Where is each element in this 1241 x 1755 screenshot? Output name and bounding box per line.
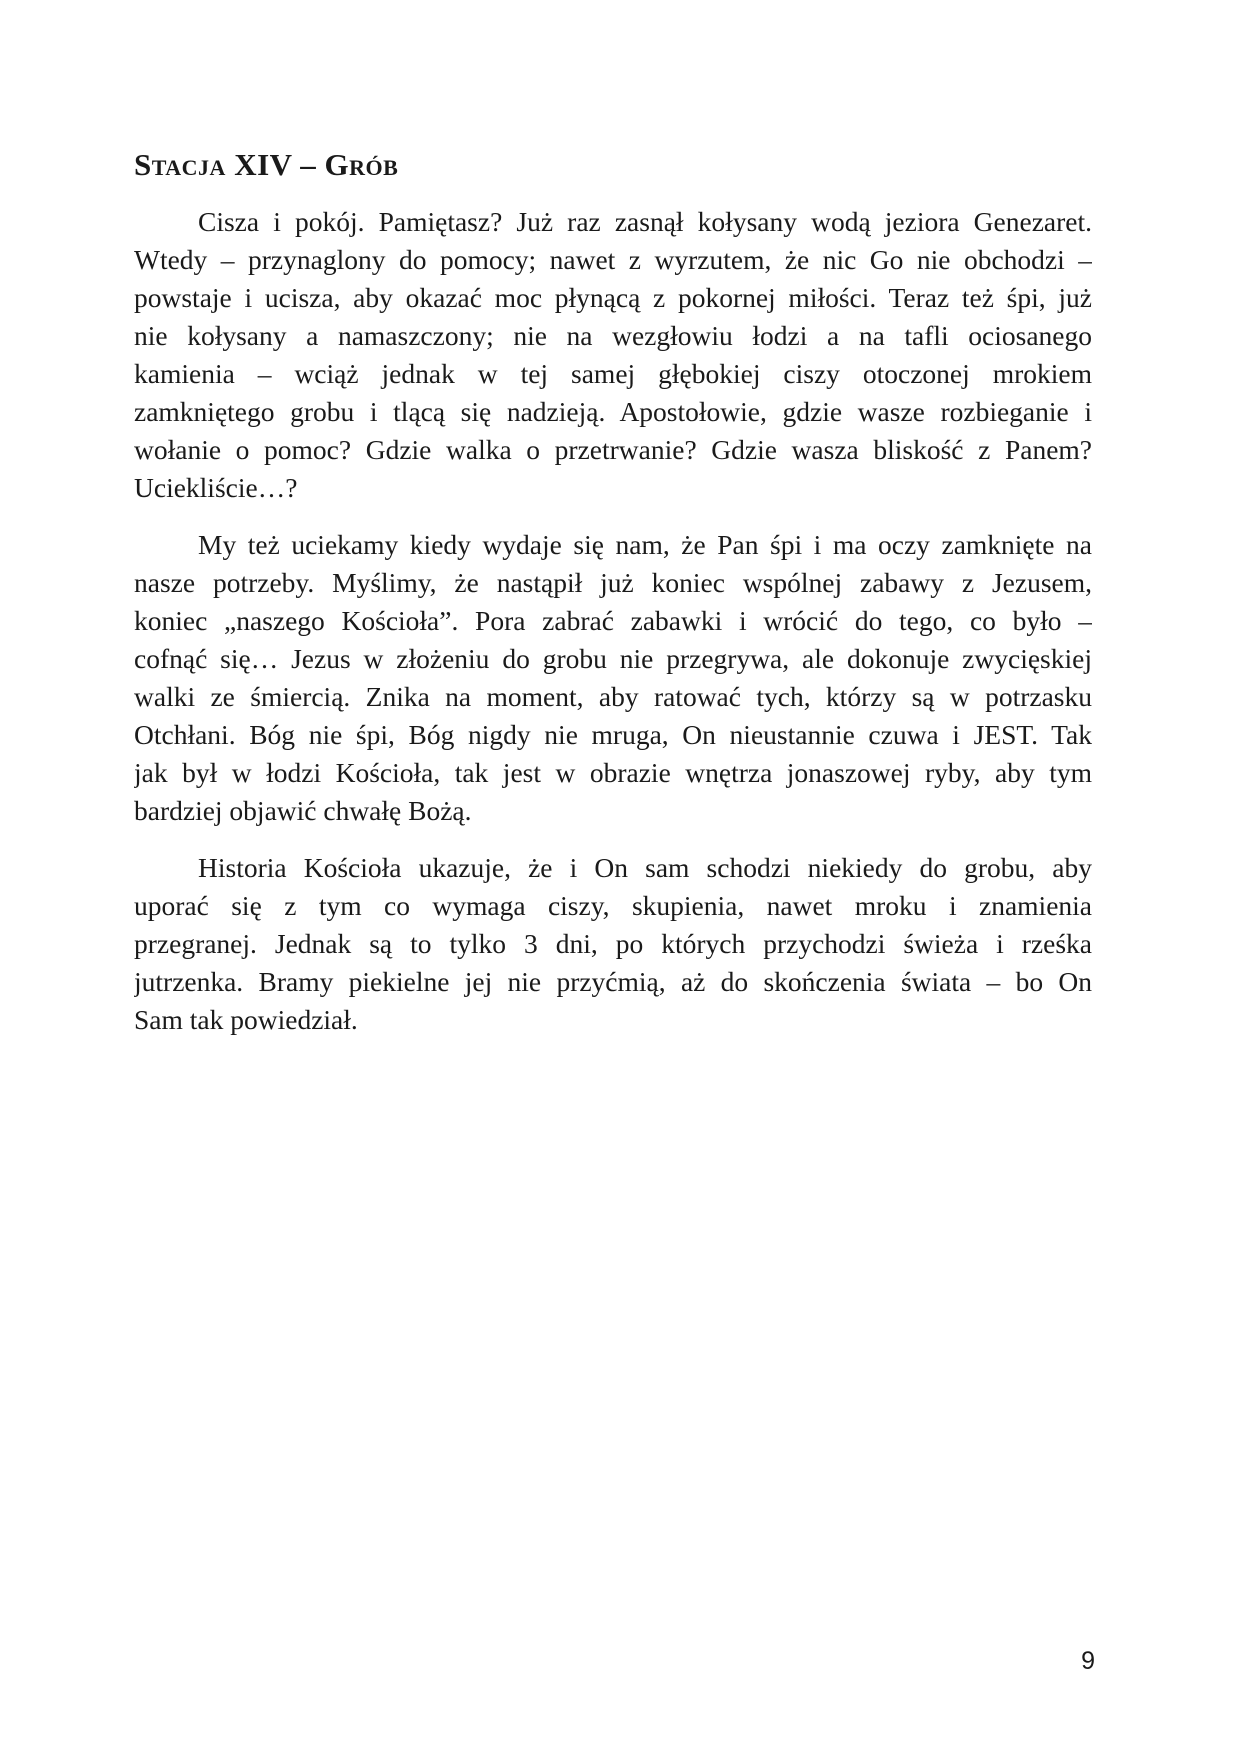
- paragraph: [134, 849, 1092, 1039]
- text-line: kamienia – wciąż jednak w tej samej głębokiej ciszy otoczonej mrokiem: [134, 358, 1092, 389]
- text-line: nie kołysany a namaszczony; nie na wezgłowiu łodzi a na tafli ociosanego: [134, 320, 1092, 351]
- text-line: wołanie o pomoc? Gdzie walka o przetrwanie? Gdzie wasza bliskość z Panem?: [134, 434, 1092, 465]
- text-line: uporać się z tym co wymaga ciszy, skupienia, nawet mroku i znamienia: [134, 890, 1092, 921]
- document-body: [134, 146, 1092, 1058]
- text-line: Historia Kościoła ukazuje, że i On sam schodzi niekiedy do grobu, aby: [198, 852, 1092, 883]
- text-line: Cisza i pokój. Pamiętasz? Już raz zasnął kołysany wodą jeziora Genezaret.: [198, 206, 1092, 237]
- text-line: My też uciekamy kiedy wydaje się nam, że Pan śpi i ma oczy zamknięte na: [198, 529, 1092, 560]
- text-line: cofnąć się… Jezus w złożeniu do grobu nie przegrywa, ale dokonuje zwycięskiej: [134, 643, 1092, 674]
- text-line: walki ze śmiercią. Znika na moment, aby ratować tych, którzy są w potrzasku: [134, 681, 1092, 712]
- paragraph: [134, 203, 1092, 507]
- text-line: powstaje i ucisza, aby okazać moc płynącą z pokornej miłości. Teraz też śpi, już: [134, 282, 1092, 313]
- text-line: bardziej objawić chwałę Bożą.: [134, 795, 472, 826]
- text-line: jutrzenka. Bramy piekielne jej nie przyćmią, aż do skończenia świata – bo On: [134, 966, 1092, 997]
- section-heading: Stacja XIV – Grób: [134, 147, 399, 182]
- text-line: przegranej. Jednak są to tylko 3 dni, po których przychodzi świeża i rześka: [134, 928, 1092, 959]
- text-line: Uciekliście…?: [134, 472, 298, 503]
- text-line: jak był w łodzi Kościoła, tak jest w obrazie wnętrza jonaszowej ryby, aby tym: [134, 757, 1092, 788]
- page-number: 9: [1081, 1647, 1095, 1675]
- paragraph: [134, 526, 1092, 830]
- text-line: koniec „naszego Kościoła”. Pora zabrać zabawki i wrócić do tego, co było –: [134, 605, 1092, 636]
- text-line: zamkniętego grobu i tlącą się nadzieją. Apostołowie, gdzie wasze rozbieganie i: [134, 396, 1092, 427]
- text-line: Wtedy – przynaglony do pomocy; nawet z wyrzutem, że nic Go nie obchodzi –: [134, 244, 1092, 275]
- text-line: Otchłani. Bóg nie śpi, Bóg nigdy nie mruga, On nieustannie czuwa i JEST. Tak: [134, 719, 1092, 750]
- text-line: Sam tak powiedział.: [134, 1004, 358, 1035]
- text-line: nasze potrzeby. Myślimy, że nastąpił już koniec wspólnej zabawy z Jezusem,: [134, 567, 1092, 598]
